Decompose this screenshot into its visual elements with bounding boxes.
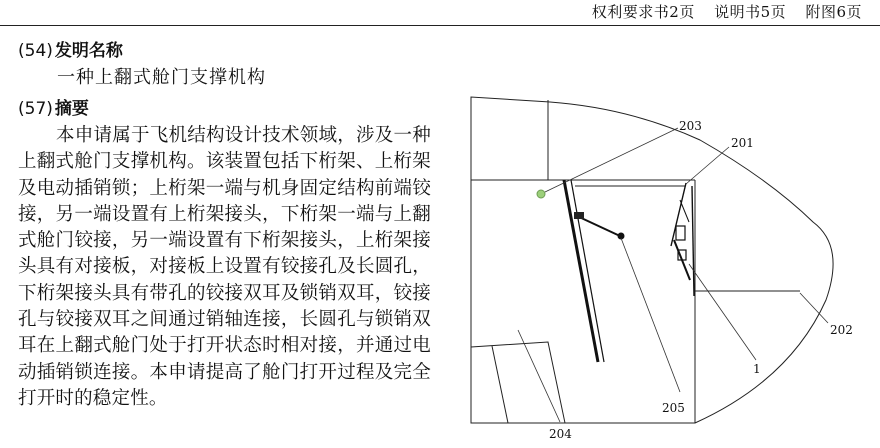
section-label: 发明名称 [54,41,123,61]
structure-outline [471,97,833,423]
header-claims-pages: 权利要求书2页 [591,3,695,21]
hinge-point-marker [537,190,545,198]
section-code: (54) [18,41,53,61]
section-label: 摘要 [54,99,89,119]
abstract-text: 本申请属于飞机结构设计技术领域，涉及一种上翻式舱门支撑机构。该装置包括下桁架、上桁架及电动插销锁；上桁架一端与机身固定结构前端铰接，另一端设置有上桁架接头，下桁架一端与上翻式舱门铰接，另一端设置有下桁架接头，上桁架接头具有对接板，对接板上设置有铰接孔及长圆孔，下桁架接头具有带孔的铰接双耳及锁销双耳，铰接孔与铰接双耳之间通过销轴连接，长圆孔与锁销双耳在上翻式舱门处于打开状态时相对接，并通过电动插销锁连接。本申请提高了舱门打开过程及完全打开时的稳定性。 [18,125,431,409]
patent-figure [462,92,862,448]
invention-title: 一种上翻式舱门支撑机构 [57,67,266,88]
label-202: 202 [830,323,853,337]
label-201: 201 [731,136,754,150]
lower-truss [564,180,604,362]
header-drawings-pages: 附图6页 [805,3,862,21]
invention-title-heading [18,36,123,61]
label-204: 204 [549,427,572,441]
page-header [578,1,862,22]
leader-lines [518,128,828,422]
label-205: 205 [662,401,685,415]
label-203: 203 [679,119,702,133]
section-code: (57) [18,99,53,119]
abstract-heading [18,94,89,119]
reference-labels [549,119,853,441]
label-1: 1 [753,362,761,376]
header-divider [0,25,880,26]
header-description-pages: 说明书5页 [714,3,787,21]
upper-truss [671,183,694,296]
